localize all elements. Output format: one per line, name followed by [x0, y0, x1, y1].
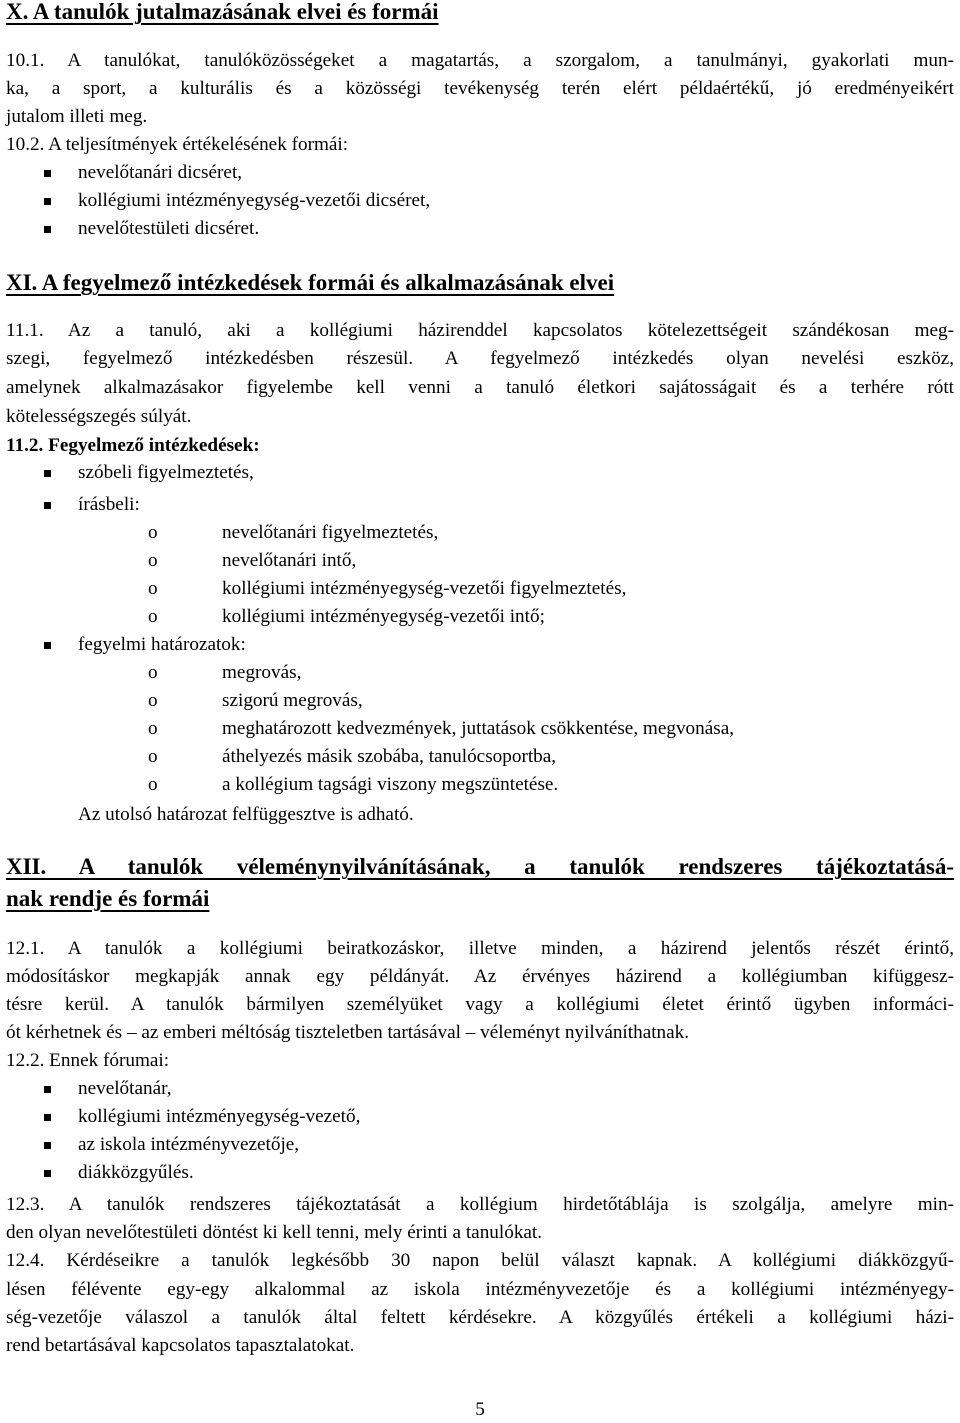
decision-item: megrovás, [222, 662, 302, 683]
list11-written: írásbeli: [78, 494, 140, 515]
square-bullet-icon [44, 1142, 51, 1149]
list12-item: nevelőtanár, [78, 1078, 172, 1099]
written-item: kollégiumi intézményegység-vezetői intő; [222, 606, 545, 627]
p12-2: 12.2. Ennek fórumai: [6, 1050, 170, 1071]
p12-4-line1: 12.4. Kérdéseikre a tanulók legkésőbb 30 napon belül választ kapnak. A kollégiumi diákközgyű- [6, 1250, 954, 1271]
decision-item: meghatározott kedvezmények, juttatások csökkentése, megvonása, [222, 718, 735, 739]
decision-item: áthelyezés másik szobába, tanulócsoportba, [222, 746, 557, 767]
circle-bullet-icon: o [148, 774, 158, 795]
square-bullet-icon [44, 502, 51, 509]
written-item: nevelőtanári intő, [222, 550, 357, 571]
square-bullet-icon [44, 642, 51, 649]
p12-4-line3: ség-vezetője válaszol a tanulók által feltett kérdésekre. A közgyűlés értékeli a kollégiumi házi- [6, 1307, 954, 1328]
circle-bullet-icon: o [148, 746, 158, 767]
page-number: 5 [475, 1399, 485, 1420]
square-bullet-icon [44, 1114, 51, 1121]
p12-4-line4: rend betartásával kapcsolatos tapasztalatokat. [6, 1335, 355, 1356]
list11-decisions: fegyelmi határozatok: [78, 634, 246, 655]
section-xi-heading: XI. A fegyelmező intézkedések formái és alkalmazásának elvei [6, 270, 615, 295]
p12-3-line2: den olyan nevelőtestületi döntést ki kell tenni, mely érinti a tanulókat. [6, 1222, 543, 1243]
p11-1-line3: amelynek alkalmazásakor figyelembe kell venni a tanuló életkori sajátosságait és a terhére rótt [6, 377, 954, 398]
p10-1-line2: ka, a sport, a kulturális és a közösségi tevékenység terén elért példaértékű, jó eredményeikért [6, 78, 954, 99]
p11-2: 11.2. Fegyelmező intézkedések: [6, 435, 260, 456]
circle-bullet-icon: o [148, 550, 158, 571]
list12-item: diákközgyűlés. [78, 1162, 194, 1183]
list10-item: nevelőtestületi dicséret. [78, 218, 260, 239]
written-item: kollégiumi intézményegység-vezetői figyelmeztetés, [222, 578, 627, 599]
p12-1-line4: ót kérhetnek és – az emberi méltóság tiszteletben tartásával – véleményt nyilváníthatnak. [6, 1022, 690, 1043]
list12-item: az iskola intézményvezetője, [78, 1134, 300, 1155]
p12-4-line2: lésen félévente egy-egy alkalommal az iskola intézményvezetője és a kollégiumi intézményegy- [6, 1279, 954, 1300]
circle-bullet-icon: o [148, 522, 158, 543]
suspend-note: Az utolsó határozat felfüggesztve is adható. [78, 804, 414, 825]
p11-1-line4: kötelességszegés súlyát. [6, 406, 192, 427]
list10-item: kollégiumi intézményegység-vezetői dicséret, [78, 190, 431, 211]
square-bullet-icon [44, 198, 51, 205]
p10-2: 10.2. A teljesítmények értékelésének formái: [6, 134, 349, 155]
list11-oral: szóbeli figyelmeztetés, [78, 462, 254, 483]
p11-1-line1: 11.1. Az a tanuló, aki a kollégiumi házirenddel kapcsolatos kötelezettségeit szándékosan meg- [6, 320, 954, 341]
section-xii-heading-line2: nak rendje és formái [6, 886, 210, 911]
p12-3-line1: 12.3. A tanulók rendszeres tájékoztatását a kollégium hirdetőtáblája is szolgálja, amelyre min- [6, 1194, 954, 1215]
p10-1-line3: jutalom illeti meg. [6, 106, 148, 127]
circle-bullet-icon: o [148, 718, 158, 739]
p12-1-line2: módosításkor megkapják annak egy példányát. Az érvényes házirend a kollégiumban kifüggesz- [6, 966, 954, 987]
circle-bullet-icon: o [148, 578, 158, 599]
square-bullet-icon [44, 226, 51, 233]
list12-item: kollégiumi intézményegység-vezető, [78, 1106, 361, 1127]
p12-1-line1: 12.1. A tanulók a kollégiumi beiratkozáskor, illetve minden, a házirend jelentős részét érintő, [6, 938, 954, 959]
p10-1-line1: 10.1. A tanulókat, tanulóközösségeket a magatartás, a szorgalom, a tanulmányi, gyakorlati mun- [6, 50, 954, 71]
circle-bullet-icon: o [148, 606, 158, 627]
circle-bullet-icon: o [148, 690, 158, 711]
square-bullet-icon [44, 1086, 51, 1093]
square-bullet-icon [44, 470, 51, 477]
decision-item: a kollégium tagsági viszony megszüntetése. [222, 774, 559, 795]
square-bullet-icon [44, 170, 51, 177]
written-item: nevelőtanári figyelmeztetés, [222, 522, 439, 543]
p12-1-line3: tésre kerül. A tanulók bármilyen személyüket vagy a kollégiumi életet érintő ügyben informáci- [6, 994, 954, 1015]
section-xii-heading-line1: XII. A tanulók véleménynyilvánításának, a tanulók rendszeres tájékoztatásá- [6, 854, 954, 879]
circle-bullet-icon: o [148, 662, 158, 683]
p11-1-line2: szegi, fegyelmező intézkedésben részesül. A fegyelmező intézkedés olyan nevelési eszköz, [6, 348, 954, 369]
list10-item: nevelőtanári dicséret, [78, 162, 243, 183]
section-x-heading: X. A tanulók jutalmazásának elvei és formái [6, 0, 439, 24]
decision-item: szigorú megrovás, [222, 690, 363, 711]
square-bullet-icon [44, 1170, 51, 1177]
